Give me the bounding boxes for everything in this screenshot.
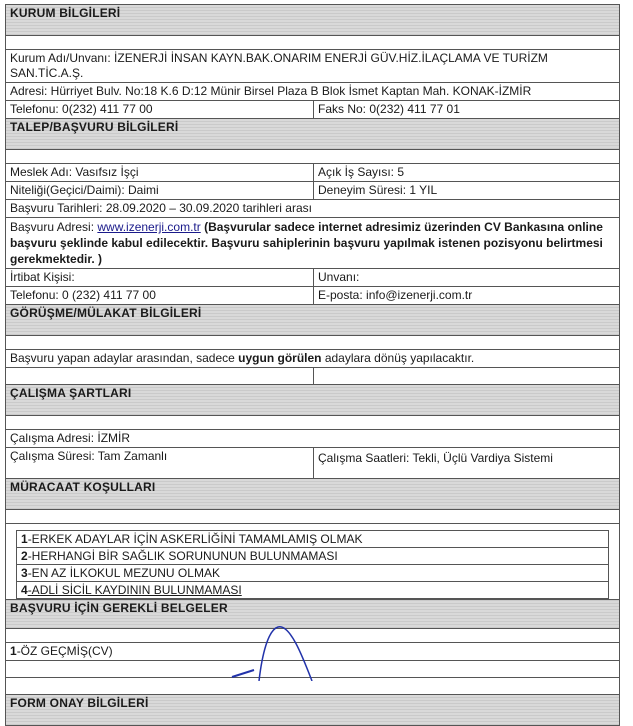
talep-spacer-row bbox=[5, 150, 620, 164]
muracaat-header-text: MÜRACAAT KOŞULLARI bbox=[10, 480, 156, 494]
calisma-spacer-row bbox=[5, 416, 620, 430]
condition-item bbox=[16, 530, 609, 547]
section-header-form-onay bbox=[5, 695, 620, 726]
meslek-adi: Meslek Adı: Vasıfsız İşçi bbox=[6, 164, 314, 181]
talep-header-text: TALEP/BAŞVURU BİLGİLERİ bbox=[10, 120, 179, 134]
basvuru-tarihleri: Başvuru Tarihleri: 28.09.2020 – 30.09.2020 tarihleri arası bbox=[10, 201, 312, 215]
talep-irtibat-row bbox=[5, 269, 620, 287]
section-header-calisma bbox=[5, 385, 620, 416]
muracaat-spacer-row bbox=[5, 510, 620, 524]
calisma-adresi: Çalışma Adresi: İZMİR bbox=[10, 431, 131, 445]
condition-number: 4 bbox=[21, 583, 28, 597]
condition-text: -HERHANGİ BİR SAĞLIK SORUNUNUN BULUNMAMASI bbox=[27, 549, 338, 563]
gorusme-text-row bbox=[5, 350, 620, 368]
basvuru-adresi-label: Başvuru Adresi: bbox=[10, 220, 98, 234]
talep-meslek-row bbox=[5, 164, 620, 182]
talep-iletisim-row bbox=[5, 287, 620, 305]
gorusme-empty-row bbox=[5, 368, 620, 385]
section-header-talep bbox=[5, 119, 620, 150]
belgeler-item-row bbox=[5, 643, 620, 661]
kurum-header-text: KURUM BİLGİLERİ bbox=[10, 6, 121, 20]
muracaat-conditions bbox=[5, 524, 620, 600]
talep-telefon: Telefonu: 0 (232) 411 77 00 bbox=[6, 287, 314, 304]
gorusme-text bbox=[6, 350, 619, 367]
condition-text: -ERKEK ADAYLAR İÇİN ASKERLİĞİNİ TAMAMLAMIŞ OLMAK bbox=[27, 532, 363, 546]
section-header-kurum bbox=[5, 4, 620, 36]
calisma-suresi: Çalışma Süresi: Tam Zamanlı bbox=[6, 448, 314, 478]
gorusme-header-text: GÖRÜŞME/MÜLAKAT BİLGİLERİ bbox=[10, 306, 202, 320]
condition-text: -EN AZ İLKOKUL MEZUNU OLMAK bbox=[27, 566, 220, 580]
section-header-belgeler bbox=[5, 600, 620, 629]
talep-adres-row bbox=[5, 218, 620, 269]
belge-number: 1 bbox=[10, 644, 17, 658]
deneyim-suresi: Deneyim Süresi: 1 YIL bbox=[318, 183, 438, 197]
calisma-sure-row bbox=[5, 448, 620, 479]
nitelik: Niteliği(Geçici/Daimi): Daimi bbox=[6, 182, 314, 199]
kurum-spacer-row bbox=[5, 36, 620, 50]
condition-item bbox=[16, 581, 609, 599]
condition-number: 1 bbox=[21, 532, 28, 546]
talep-tarih-row bbox=[5, 200, 620, 218]
condition-number: 2 bbox=[21, 549, 28, 563]
talep-nitelik-row bbox=[5, 182, 620, 200]
gorusme-spacer-row bbox=[5, 336, 620, 350]
belgeler-spacer-row bbox=[5, 629, 620, 643]
job-posting-form bbox=[5, 4, 620, 726]
unvani: Unvanı: bbox=[318, 270, 360, 284]
belgeler-empty-row bbox=[5, 661, 620, 678]
basvuru-adresi bbox=[6, 218, 619, 268]
gorusme-text-bold: uygun görülen bbox=[238, 351, 322, 365]
condition-text: -ADLİ SİCİL KAYDININ BULUNMAMASI bbox=[27, 583, 242, 597]
kurum-address-row bbox=[5, 83, 620, 101]
kurum-address: Adresi: Hürriyet Bulv. No:18 K.6 D:12 Münir Birsel Plaza B Blok İsmet Kaptan Mah. KONAK-İZMİR bbox=[10, 84, 532, 98]
basvuru-website-link[interactable]: www.izenerji.com.tr bbox=[97, 220, 201, 234]
gorusme-text-part2: adaylara dönüş yapılacaktır. bbox=[321, 351, 475, 365]
belge-item bbox=[6, 643, 619, 660]
section-header-gorusme bbox=[5, 305, 620, 336]
kurum-fax: Faks No: 0(232) 411 77 01 bbox=[318, 102, 460, 116]
calisma-header-text: ÇALIŞMA ŞARTLARI bbox=[10, 386, 132, 400]
condition-item bbox=[16, 547, 609, 564]
calisma-saatleri: Çalışma Saatleri: Tekli, Üçlü Vardiya Sistemi bbox=[318, 451, 553, 465]
irtibat-kisisi: İrtibat Kişisi: bbox=[6, 269, 314, 286]
condition-item bbox=[16, 564, 609, 581]
section-header-muracaat bbox=[5, 479, 620, 510]
acik-is-sayisi: Açık İş Sayısı: 5 bbox=[318, 165, 405, 179]
kurum-name-row bbox=[5, 50, 620, 83]
condition-number: 3 bbox=[21, 566, 28, 580]
gorusme-text-part1: Başvuru yapan adaylar arasından, sadece bbox=[10, 351, 239, 365]
kurum-name: Kurum Adı/Unvanı: İZENERJİ İNSAN KAYN.BAK.ONARIM ENERJİ GÜV.HİZ.İLAÇLAMA VE TURİZM SAN.TİC.A.Ş. bbox=[10, 51, 548, 80]
calisma-adres-row bbox=[5, 430, 620, 448]
kurum-contact-row bbox=[5, 101, 620, 119]
basvuru-adresi-note: (Başvurular sadece internet adresimiz üzerinden CV Bankasına online başvuru şeklinde kabul edilecektir. Başvuru sahiplerinin başvuru yapılmak istenen pozisyonu belirtmesi gerekmektedir. ) bbox=[10, 220, 603, 266]
belge-text: -ÖZ GEÇMİŞ(CV) bbox=[16, 644, 113, 658]
kurum-phone: Telefonu: 0(232) 411 77 00 bbox=[6, 101, 314, 118]
belgeler-header-text: BAŞVURU İÇİN GEREKLİ BELGELER bbox=[10, 601, 228, 615]
talep-eposta: E-posta: info@izenerji.com.tr bbox=[318, 288, 473, 302]
form-onay-header-text: FORM ONAY BİLGİLERİ bbox=[10, 696, 149, 710]
